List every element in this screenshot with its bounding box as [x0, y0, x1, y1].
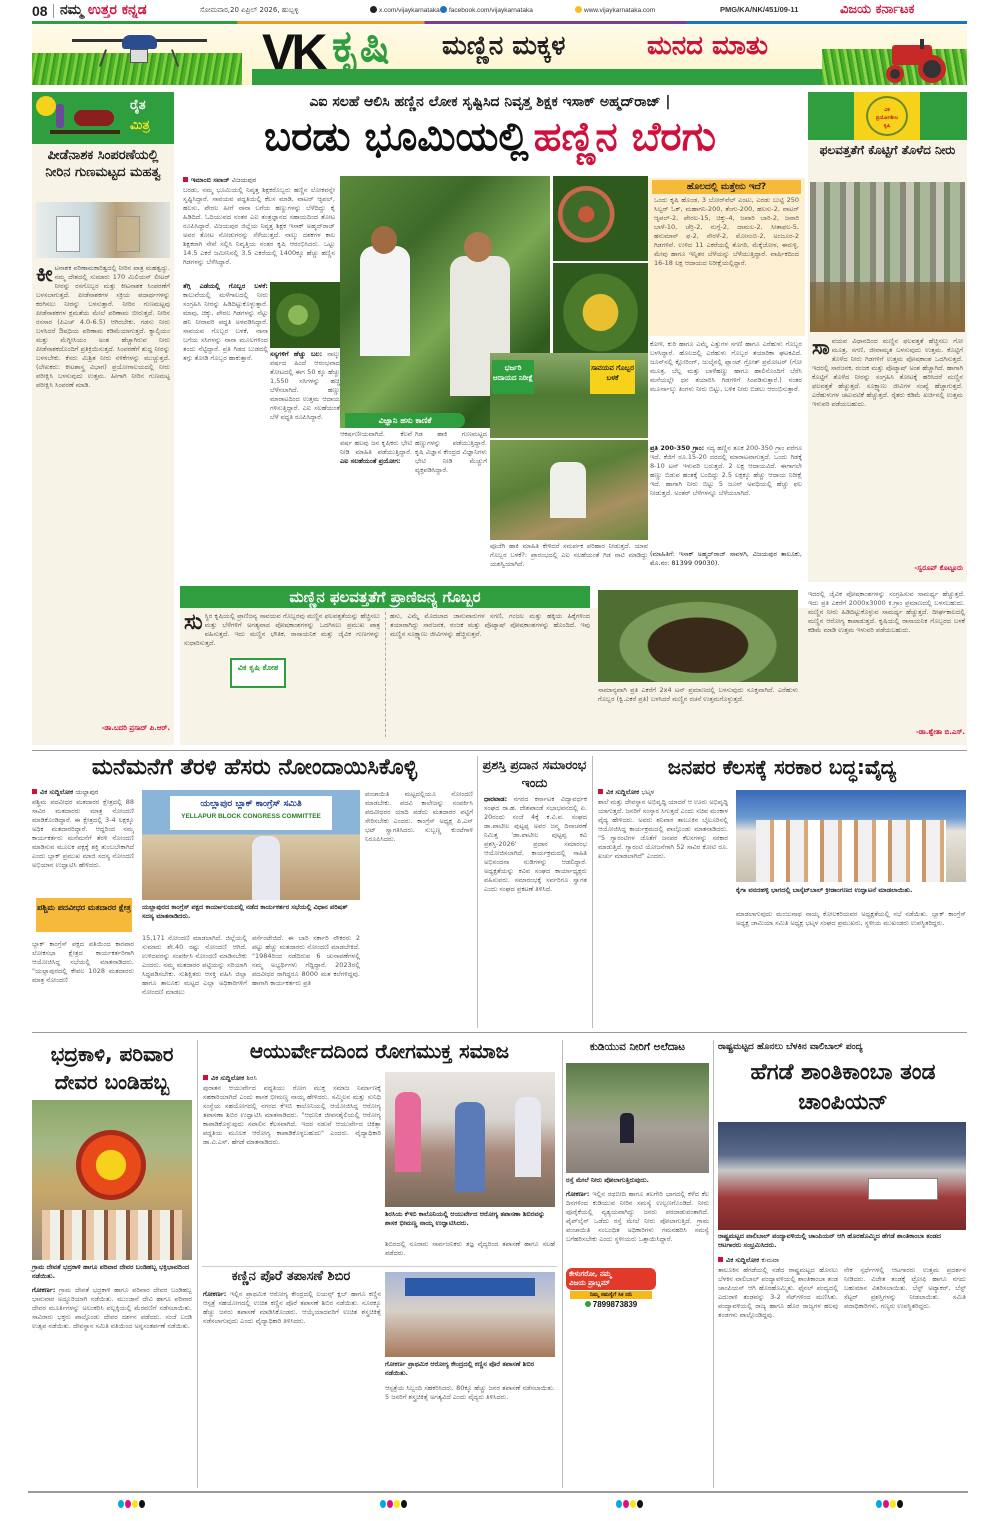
register-body-col3: ಪರ್ಸೆಂಟೇಜಿದೆ. ಈ ಬಾರಿ ಸರ್ಕಾರಿ ನೌಕರರು 2 ಪಟ್ಟು ಹೆಚ್ಚು ಮತದಾರರು ನೋಂದಣಿ ಮಾಡಬೇಕಿದೆ. "1984ರಿಂದ ನಡೆದಿರುವ 6 ಚುನಾವಣೆಗಳಲ್ಲಿ ನಮ್ಮ ಅಭ್ಯರ್ಥಿಗಳು ಗೆದ್ದಿದ್ದಾರೆ. 2023ರಲ್ಲಿ ಪದವೀಧರ ರಾಗಿದ್ದರೂ 8000 ಮತ ಕಲೆಗಳಿದ್ದವು. ಹಾಗಾಗಿ ಕಾರ್ಯಕರ್ತರು ಪ್ರತಿ [252, 934, 360, 987]
label-income: ಭರ್ಜರಿ ಆದಾಯದ ನಿರೀಕ್ಷೆ [492, 360, 534, 394]
magenta-dot [387, 1500, 393, 1508]
registration-marks [118, 1500, 145, 1508]
globe-icon [575, 6, 582, 13]
lead-body-col2b [270, 350, 340, 450]
vk-krushi-banner [32, 25, 967, 85]
lead-body-col2-text: ಕಾಲುವೆಯಲ್ಲಿ ಮಳೆಗಾಲದಲ್ಲಿ ನೀರು ಸಂಗ್ರಹಿಸಿ ನೀರನ್ನು ಹಿಡಿದಿಟ್ಟುಕೊಳ್ಳುತ್ತಾರೆ. ಮಾವು, ಚಿಕ್ಕು, ಪೇರಲ ಗಿಡಗಳನ್ನು ನೆಟ್ಟು ಹನಿ ನೀರಾವರಿ ಪದ್ಧತಿ ಅಳವಡಿಸಿದ್ದಾರೆ. ಸಾವಯವ ಗೊಬ್ಬರ ಬಳಕೆ, ನಾನಾ ಬಗೆಯ ಸಸಿಗಳನ್ನು ನಾನಾ ಮೂಲಗಳಿಂದ ತಂದು ನೆಟ್ಟಿದ್ದಾರೆ. ಪ್ರತಿ ಗಿಡದ ಬುಡದಲ್ಲಿ ತಗ್ಗು ತೋಡಿ ಗೊಬ್ಬರ ಹಾಕುತ್ತಾರೆ. [183, 291, 268, 362]
magenta-dot [125, 1500, 131, 1508]
volleyball-byline [718, 1256, 779, 1265]
raitha-mitra-logo [32, 92, 174, 144]
lead-sub3: ಎಐ ಸಲಹೆಯಂತೆ ಪ್ರಯೋಗ: [340, 457, 401, 465]
facebook-icon [440, 6, 447, 13]
ad-line2: ವಿಜಯ ಪ್ರಾಬ್ಲಮ್ [569, 1279, 610, 1287]
bhadrakali-headline: ಭದ್ರಕಾಳಿ, ಪರಿವಾರ ದೇವರ ಬಂಡಿಹಬ್ಬ [50, 1042, 174, 1094]
column-divider [713, 1040, 714, 1488]
feature-headline: ಫಲವತ್ತತೆಗೆ ಕೊಟ್ಟಿಗೆ ತೊಳೆದ ನೀರು [819, 143, 956, 157]
byline-name: ವಿಕ ಸುದ್ದಿಲೋಕ [606, 788, 640, 796]
raitha-mitra-text: ಟನಾಶಕ ಪರಿಣಾಮಕಾರಿತ್ವದಲ್ಲಿ ನೀರಿನ ಪಾತ್ರ ಮಹತ್ವದ್ದು. ನಮ್ಮ ದೇಶದಲ್ಲಿ ಸುಮಾರು 170 ಮಿಲಿಯನ್ ಲೀಟರ್ ನೀರನ್ನು ರಸಗೊಬ್ಬರ ಮತ್ತು ಕೀಟನಾಶಕ ಸಿಂಪರಣೆಗೆ ಬಳಸಲಾಗುತ್ತದೆ. ಪೀಡೆನಾಶಕಗಳ ಸಕ್ರಿಯ ಪದಾರ್ಥಗಳನ್ನು ಕರಗಿಸಲು ನೀರನ್ನು ಬಳಸುತ್ತಾರೆ. ನೀರಿನ ಗುಣಮಟ್ಟವು ಪೀಡೆನಾಶಕಗಳ ಕ್ಷಮತೆಯ ಮೇಲೆ ಪರಿಣಾಮ ಬೀರುತ್ತದೆ. ನೀರಿನ ರಸಸಾರ (ಪಿಎಚ್ 4.0-6.5) ಆಗಿರಬೇಕು. ಗಡಸು ನೀರು ಬಳಸಿದರೆ ಔಷಧಿಯ ಪರಿಣಾಮ ಕಡಿಮೆಯಾಗುತ್ತದೆ. ಕ್ಯಾಲ್ಸಿಯಂ ಮತ್ತು ಮೆಗ್ನೀಸಿಯಂ ಅಂಶ ಹೆಚ್ಚಾಗಿರುವ ನೀರು ಪೀಡೆನಾಶಕದೊಂದಿಗೆ ಪ್ರತಿಕ್ರಿಯಿಸುತ್ತದೆ. ಸಿಂಪರಣೆಗೆ ಶುದ್ಧ ನೀರನ್ನು ಬಳಸಬೇಕು. ಕೆಸರು ಮಿಶ್ರಿತ ನೀರು ನಳಿಕೆಗಳನ್ನು ಮುಚ್ಚುತ್ತದೆ. (ಲೇಖಕರು: ಕೀಟಶಾಸ್ತ್ರ ವಿಭಾಗ) ಪ್ರಯೋಗಾಲಯದಲ್ಲಿ ನೀರು ಪರೀಕ್ಷಿಸಿ ಬಳಸುವುದು ಉತ್ತಮ. ಹೀಗಾಗಿ ನೀರಿನ ಗುಣಮಟ್ಟ ಪರೀಕ್ಷಿಸಿ ಸಿಂಪರಣೆ ಮಾಡಿ. [36, 264, 170, 389]
lead-body-col2 [183, 282, 268, 452]
water-body-text: ಇಲ್ಲಿನ ರಥಬೀದಿ ಹಾಗೂ ತಲಗೇರಿ ಭಾಗದಲ್ಲಿ ಕಳೆದ ಕೆಲ ದಿನಗಳಿಂದ ಕುಡಿಯುವ ನೀರಿನ ಸಮಸ್ಯೆ ಉಲ್ಬಣಗೊಂಡಿದೆ. ನೀರು ಪೂರೈಕೆಯಲ್ಲಿ ವ್ಯತ್ಯಯವಾಗಿದ್ದು ಜನರು ಪರದಾಡುವಂತಾಗಿದೆ. ಪೈಪ್‌ಲೈನ್ ಒಡೆದು ರಸ್ತೆ ಮೇಲೆ ನೀರು ಪೋಲಾಗುತ್ತಿದೆ. ಗ್ರಾಮ ಪಂಚಾಯಿತಿ ಸಂಬಂಧಿತ ಅಧಿಕಾರಿಗಳು ಗಮನಹರಿಸಿ ಸಮಸ್ಯೆ ಬಗೆಹರಿಸಬೇಕು ಎಂದು ಸ್ಥಳೀಯರು ಒತ್ತಾಯಿಸಿದ್ದಾರೆ. [566, 1190, 709, 1243]
ayurveda-headline: ಆಯುರ್ವೇದದಿಂದ ರೋಗಮುಕ್ತ ಸಮಾಜ [249, 1039, 510, 1063]
ayurveda-byline [203, 1074, 257, 1083]
register-photo-caption: ಯಲ್ಲಾಪುರದ ಕಾಂಗ್ರೆಸ್ ಪಕ್ಷದ ಕಾರ್ಯಾಲಯದಲ್ಲಿ ನಡೆದ ಕಾರ್ಯಕರ್ತರ ಸಭೆಯಲ್ಲಿ ವಿಧಾನ ಪರಿಷತ್ ಸದಸ್ಯ ಮಾತನಾಡಿದರು. [142, 903, 348, 920]
website-text: www.vijaykarnataka.com [584, 7, 656, 14]
cyan-dot [118, 1500, 124, 1508]
banner-tagline-black: ಮಣ್ಣಿನ ಮಕ್ಕಳ [442, 31, 566, 61]
registration-marks [616, 1500, 643, 1508]
lead-kicker: ಎಐ ಸಲಹೆ ಆಲಿಸಿ ಹಣ್ಣಿನ ಲೋಕ ಸೃಷ್ಟಿಸಿದ ನಿವೃತ್ತ ಶಿಕ್ಷಕ ಇಸಾಕ್ ಅಹ್ಮದ್‌ರಾಜ್ | [309, 94, 671, 110]
farmer-kneeling-photo [490, 440, 648, 540]
drone-icon [72, 33, 207, 69]
yellow-dot [890, 1500, 896, 1508]
feature-logo-line1: ವಿಕ [884, 107, 890, 113]
volleyball-body-col2: ನೇಕ ಸ್ಪರ್ಧೆಗಳಲ್ಲಿ ಆಟಗಾರರು ಉತ್ತಮ ಪ್ರದರ್ಶನ ನೀಡಿದರು. ವಿಜೇತ ತಂಡಕ್ಕೆ ಟ್ರೋಫಿ ಹಾಗೂ ನಗದು ಬಹುಮಾನ ವಿತರಿಸಲಾಯಿತು. ಬೆಸ್ಟ್ ಅಟ್ಯಾಕರ್, ಬೆಸ್ಟ್ ಸೆಟ್ಟರ್ ಪ್ರಶಸ್ತಿಗಳನ್ನು ನೀಡಲಾಯಿತು. ಸಮಿತಿ ಪದಾಧಿಕಾರಿಗಳು, ಗಣ್ಯರು ಉಪಸ್ಥಿತರಿದ್ದರು. [844, 1266, 966, 1310]
mango-photo [270, 282, 340, 348]
social-x-link[interactable] [370, 6, 440, 14]
right-feature-column [808, 92, 967, 582]
feature-dropcap: ಸಾ [812, 337, 830, 359]
yellow-dot [630, 1500, 636, 1508]
byline-marker-icon [32, 789, 37, 794]
feature-logo-line2: ಪ್ರಯೋಗಶೀಲ [875, 115, 899, 121]
feature-body [812, 337, 963, 557]
govt-event-photo [736, 790, 966, 882]
award-body-text: ನಗರದ ಕರ್ನಾಟಕ ವಿದ್ಯಾವರ್ಧಕ ಸಂಘದ ರಾ.ಹ. ದೇಶಪಾಂಡೆ ಸಭಾಭವನದಲ್ಲಿ ಏ. 20ರಂದು ಸಂಜೆ 4ಕ್ಕೆ ಕ.ವಿ.ವ. ಸಂಘದ ಡಾ.ಪಾಟೀಲ ಪುಟ್ಟಪ್ಪ ಅವರ ಜನ್ಮ ದಿನಾಚರಣೆ ನಿಮಿತ್ತ 'ಡಾ.ಪಾಟೀಲ ಪುಟ್ಟಪ್ಪ ಕವಿ ಪ್ರಶಸ್ತಿ-2026' ಪ್ರದಾನ ಸಮಾರಂಭ ಆಯೋಜಿಸಲಾಗಿದೆ. ಕಾರ್ಯಕ್ರಮದಲ್ಲಿ ಸಾಹಿತಿ ಅಭಿನಂದನಾ ನುಡಿಗಳನ್ನು ಆಡಲಿದ್ದಾರೆ. ಅಧ್ಯಕ್ಷತೆಯನ್ನು ಕವಿವ ಸಂಘದ ಕಾರ್ಯಾಧ್ಯಕ್ಷರು ವಹಿಸುವರು. ಸಮಾರಂಭಕ್ಕೆ ಸರ್ವರಿಗೂ ಸ್ವಾಗತ ಎಂದು ಸಂಘದ ಪ್ರಕಟಣೆ ತಿಳಿಸಿದೆ. [484, 795, 587, 893]
byline-place: ಭಟ್ಕಳ [641, 788, 655, 796]
magenta-dot [623, 1500, 629, 1508]
vk-krushi-kosha-badge: ವಿಕ ಕೃಷಿ ಕೋಶ [230, 658, 286, 688]
column-divider [197, 1040, 198, 1488]
compost-dropcap: ಸು [184, 612, 203, 635]
byline-place: ಯಲ್ಲಾಪುರ [75, 788, 99, 796]
procession-photo [32, 1100, 192, 1260]
feature-body-text: ವಯವ ವಿಧಾನದಿಂದ ಮಣ್ಣಿನ ಫಲವತ್ತತೆ ಹೆಚ್ಚಿಸಲು ಗೋ ಮೂತ್ರ, ಸಗಣಿ, ಜೀವಾಮೃತ ಬಳಸುವುದು ಉತ್ತಮ. ಕೊಟ್ಟಿಗೆ ತೊಳೆದ ನೀರು ಗಿಡಗಳಿಗೆ ಉತ್ತಮ ಪೋಷಕಾಂಶ ಒದಗಿಸುತ್ತದೆ. ಇದರಲ್ಲಿ ಸಾರಜನಕ, ರಂಜಕ ಮತ್ತು ಪೊಟ್ಯಾಷ್ ಅಂಶ ಹೆಚ್ಚಾಗಿದೆ. ಹಾಗಾಗಿ ಕೊಟ್ಟಿಗೆ ತೊಳೆದ ನೀರನ್ನು ಸಂಗ್ರಹಿಸಿ ತೋಟಕ್ಕೆ ಹರಿಸಿದರೆ ಮಣ್ಣಿನ ಫಲವತ್ತತೆ ಹೆಚ್ಚುತ್ತದೆ. ಸೂಕ್ಷ್ಮಾಣು ಜೀವಿಗಳ ಸಂಖ್ಯೆ ಹೆಚ್ಚಾಗುತ್ತದೆ. ಎರೆಹುಳುಗಳ ಚಟುವಟಿಕೆ ಹೆಚ್ಚುತ್ತದೆ. ರೈತರು ಕಡಿಮೆ ಖರ್ಚಿನಲ್ಲಿ ಉತ್ತಮ ಇಳುವರಿ ಪಡೆಯಬಹುದು. [812, 337, 963, 408]
lead-body-col3-text: ನಾಲ್ಕು ವರ್ಷದ ಹಿಂದೆ ಆರಂಭವಾದ ತೋಟದಲ್ಲಿ ಈಗ 50 ಕ್ಕೂ ಹೆಚ್ಚು 1,550 ಸಸಿಗಳನ್ನು ಹಚ್ಚಿ ಬೆಳೆಸಲಾಗಿದೆ. ಹಣ್ಣು ಮಾರಾಟದಿಂದ ಉತ್ತಮ ಆದಾಯ ಗಳಿಸುತ್ತಿದ್ದಾರೆ. ಎಐ ಸಲಹೆಯಂತೆ ಬೆಳೆ ಪದ್ಧತಿ ರೂಪಿಸಿದ್ದಾರೆ. [270, 350, 340, 421]
byline-marker-icon [183, 177, 188, 182]
divider [53, 4, 54, 18]
byline-marker-icon [718, 1257, 723, 1262]
feature-logo-line3: ಕೃಷಿ [883, 123, 891, 129]
raitha-mitra-headline: ಪೀಡೆನಾಶಕ ಸಿಂಪರಣೆಯಲ್ಲಿ ನೀರಿನ ಗುಣಮಟ್ಟದ ಮಹತ್ವ [45, 148, 161, 180]
registration-marks [380, 1500, 407, 1508]
ayurveda-photo-caption: ಶಿರಸಿಯ ಕೆಇಬಿ ಕಾಲೊನಿಯಲ್ಲಿ ಆಯುರ್ವೇದ ಆರೋಗ್ಯ ತಪಾಸಣಾ ಶಿಬಿರವನ್ನು ಶಾಸಕ ಭೀಮಣ್ಣ ನಾಯ್ಕ ಉದ್ಘಾಟಿಸಿದರು. [385, 1210, 545, 1227]
cyan-dot [876, 1500, 882, 1508]
lead-body-right2-text: ಸದ್ಯ ಹಣ್ಣಿನ ತೂಕ 200-350 ಗ್ರಾಂ ವರೆಗೂ ಇದೆ. ಕೆಜಿಗೆ ರೂ.15-20 ದರದಲ್ಲಿ ಮಾರಾಟವಾಗುತ್ತದೆ. ಒಂದು ಗಿಡಕ್ಕೆ 8-10 ಟನ್ ಇಳುವರಿ ಬರುತ್ತದೆ. 2 ಲಕ್ಷ ಆದಾಯವಿದೆ. ಈಗಾಗಲೇ ಹಣ್ಣು ಬಿಡುವ ಹಂತಕ್ಕೆ ಬಂದಿದ್ದು 2.5 ಲಕ್ಷಕ್ಕೂ ಹೆಚ್ಚು ಆದಾಯ ನಿರೀಕ್ಷೆ ಇದೆ. ಹಾಗಾಗಿ ನೀರು ಬಿಟ್ಟು 5 ಜೂನ್ ಅವಧಿಯಲ್ಲಿ ಹೆಚ್ಚು ಫಲ ನೀಡುತ್ತದೆ. ಅಂತರ್ ಬೆಳೆಗಳನ್ನೂ ಬೆಳೆಯಲಾಗಿದೆ. [650, 444, 802, 497]
vijaya-problem-ad[interactable] [566, 1268, 656, 1318]
raitha-mitra-line1: ರೈತ [130, 98, 146, 113]
page-number: 08 [32, 3, 48, 19]
eye-camp-body [203, 1290, 381, 1486]
lead-body-right: ಕೋಳಿ, ಕುರಿ ಹಾಗೂ ಎಮ್ಮೆ ಎತ್ತುಗಳ ಸಗಣಿ ಹಾಗೂ ಎರೆಹುಳು ಗೊಬ್ಬರ ಬಳಸಿದ್ದಾರೆ. ಹೊಲದಲ್ಲಿ ಎರೆಹುಳು ಗೊಬ್ಬರ ತಯಾರಿಕಾ ಘಟಕವಿದೆ. ಜೂನ್‌ನಲ್ಲಿ ಕ್ಲೋರಿಂಗ್, ಜುಲೈನಲ್ಲಿ ಪ್ಲಾಂಟ್ ಗ್ರೋತ್ ಪ್ರಮೋಟರ್ (ಗೋ ಮೂತ್ರ, ಬೆಲ್ಲ ಮತ್ತು ಬಾಳೆಹಣ್ಣು ಹಾಗೂ ಹಾಲಿನೊಂದಿಗೆ ಬೆರೆಸಿ ಮನೆಯಲ್ಲೇ ಧನ ತಯಾರಿಸಿ ಗಿಡಗಳಿಗೆ ಸಿಂಪಡಿಸುತ್ತಾರೆ.) ನಂತರ ಮೂರ್ನಾಲ್ಕು ತಿಂಗಳು ನೀರು ಬಿಟ್ಟು, ಬಳಿಕ ನೀರು ಬಿಡಲು ಆರಂಭಿಸುತ್ತಾರೆ. [650, 340, 802, 393]
byline-place: ಕುಮಟಾ [761, 1256, 780, 1264]
social-x-text: x.com/vijaykarnataka [379, 7, 440, 14]
cyan-dot [616, 1500, 622, 1508]
eye-camp-body-text: ಇಲ್ಲಿನ ಪ್ರಾಥಮಿಕ ಆರೋಗ್ಯ ಕೇಂದ್ರದಲ್ಲಿ ಲಯನ್ಸ್ ಕ್ಲಬ್ ಹಾಗೂ ಕಣ್ಣಿನ ಆಸ್ಪತ್ರೆ ಸಹಯೋಗದಲ್ಲಿ ಉಚಿತ ಕಣ್ಣಿನ ಪೊರೆ ತಪಾಸಣೆ ಶಿಬಿರ ನಡೆಯಿತು. ನೂರಕ್ಕೂ ಹೆಚ್ಚು ಜನರು ತಪಾಸಣೆ ಮಾಡಿಸಿಕೊಂಡರು. ಆಯ್ಕೆಯಾದವರಿಗೆ ಉಚಿತ ಶಸ್ತ್ರಚಿಕಿತ್ಸೆ ನಡೆಸಲಾಗುವುದು ಎಂದು ವೈದ್ಯಾಧಿಕಾರಿ ತಿಳಿಸಿದರು. [203, 1290, 381, 1325]
raitha-mitra-body [36, 264, 170, 719]
register-body-col2: 15,171 ನೋಂದಣಿ ಮಾಡಲಾಗಿದೆ. ಜಿಲ್ಲೆಯಲ್ಲಿ ಸುಮಾರು ಶೇ.40 ರಷ್ಟು ನೋಂದಣಿ ಆಗಿದೆ. ಉಳಿದವರನ್ನು ಸಂಪರ್ಕಿಸಿ ನೋಂದಣಿ ಮಾಡಿಸಬೇಕು ಎಂದರು. ನಮ್ಮ ಮತದಾರರ ಪಟ್ಟಿಯನ್ನು ಸರಿಯಾಗಿ ಸಿದ್ಧಪಡಿಸಬೇಕು. ಸುಶಿಕ್ಷಿತರು ಆಸಕ್ತಿ ವಹಿಸಿ ಜಿಲ್ಲಾ ಹಾಗೂ ತಾಲೂಕು ಮಟ್ಟದ ಎಲ್ಲಾ ಅಧಿಕಾರಿಗಳಿಗೆ ನೋಂದಣಿ ಮಾಡಲು [142, 934, 247, 996]
byline-name: ವಿಕ ಸುದ್ದಿಲೋಕ [40, 788, 74, 796]
ayurveda-inauguration-photo [385, 1072, 555, 1207]
social-fb-link[interactable] [440, 6, 533, 14]
raitha-mitra-column [32, 92, 174, 745]
banner-vk: VK [262, 25, 324, 80]
bhadrakali-photo-caption: ಗ್ರಾಮ ದೇವತೆ ಭದ್ರಕಾಳಿ ಹಾಗೂ ಪರಿವಾರ ದೇವರ ಬಂಡಿಹಬ್ಬ ಭಕ್ತಿಭಾವದಿಂದ ನಡೆಯಿತು. [32, 1263, 190, 1280]
feature-author: -ಸ್ವರೂಪ್ ಕೊಟ್ಟೂರು [914, 564, 963, 572]
lead-body-col4 [340, 430, 412, 576]
govt-photo-caption: ಕೈಗಾ ವನದಹಳ್ಳಿ ಭಾಗದಲ್ಲಿ ಬಾಸ್ಕೆಟ್‌ಬಾಲ್ ಕ್ರೀಡಾಂಗಣದ ಉದ್ಘಾಟನೆ ಮಾಡಲಾಯಿತು. [736, 886, 913, 894]
x-icon [370, 6, 377, 13]
eye-camp-photo [385, 1272, 555, 1357]
eye-camp-headline: ಕಣ್ಣಿನ ಪೊರೆ ತಪಾಸಣೆ ಶಿಬಿರ [231, 1269, 351, 1284]
water-glasses-photo [36, 202, 170, 258]
water-street-photo [566, 1063, 709, 1173]
compost-body-col2: ಹಸು, ಎಮ್ಮೆ ಮೊದಲಾದ ಜಾನುವಾರುಗಳ ಸಗಣಿ, ಗಂಜಲ ಮತ್ತು ಹಕ್ಕಿಯ ಹಿಕ್ಕೆಗಳಿಂದ ತಯಾರಾಗಿದ್ದು ಸಾರಜನಕ, ರಂಜಕ ಮತ್ತು ಪೊಟ್ಯಾಷ್ ಪೋಷಕಾಂಶಗಳನ್ನು ಹೊಂದಿದೆ. ಇವು ಮಣ್ಣಿನ ಸೂಕ್ಷ್ಮಾಣು ಜೀವಿಗಳನ್ನು ಹೆಚ್ಚಿಸುತ್ತವೆ. [390, 612, 590, 638]
footer-rule [28, 1491, 968, 1493]
ad-line3: ನಿಮ್ಮ ಸಮಸ್ಯೆಗೆ ಸಿಕ ದನಿ [570, 1291, 652, 1299]
ad-headline-box [566, 1268, 656, 1290]
tractor-icon [882, 39, 952, 83]
info-box [648, 178, 805, 336]
lead-body-col1: ಬರಡು, ನಮ್ಮ ಭೂಮಿಯಲ್ಲಿ ನಿವೃತ್ತ ಶಿಕ್ಷಕರೊಬ್ಬರು ಹಣ್ಣಿನ ಲೋಕವನ್ನೇ ಸೃಷ್ಟಿಸಿದ್ದಾರೆ. ಸಾವಯವ ಪದ್ಧತಿಯಲ್ಲಿ ಕೆಲಸ ಮಾಡಿ, ವಾಟರ್ ಆ್ಯಪಲ್, ಹಲಸು, ಪೇರಲ ಹೀಗೆ ನಾನಾ ಬಗೆಯ ಹಣ್ಣುಗಳನ್ನು ಬೆಳೆದಿದ್ದು ಕೈ ಹಿಡಿದಿದೆ. ಓದಿಯುವದ ನಂತರ ಎಐ ತಂತ್ರಜ್ಞಾನದ ಸಹಾಯದಿಂದ ತೋಟ ರೂಪಿಸಿದ್ದಾರೆ. ವಿಜಯಪುರ ಜಿಲ್ಲೆಯ ನಿವೃತ್ತ ಶಿಕ್ಷಕ ಇಸಾಕ್ ಅಹ್ಮದ್‌ರಾಜ್ ಅವರ ತೋಟ ನೋಡುಗರನ್ನು ಸೆಳೆಯುತ್ತದೆ. ನಾಲ್ಕು ದಶಕಗಳ ಕಾಲ ಶಿಕ್ಷಕರಾಗಿ ಸೇವೆ ಸಲ್ಲಿಸಿ ನಿವೃತ್ತಿಯ ನಂತರ ಕೃಷಿ ಆರಂಭಿಸಿದರು. ಒಟ್ಟು 14.5 ಎಕರೆ ಜಮೀನಿನಲ್ಲಿ 3.5 ಎಕರೆಯಲ್ಲಿ 1400ಕ್ಕೂ ಹೆಚ್ಚು ಹಣ್ಣಿನ ಗಿಡಗಳನ್ನು ಬೆಳೆಸಿದ್ದಾರೆ. [183, 186, 335, 266]
black-dot [139, 1500, 145, 1508]
byline-marker-icon [598, 789, 603, 794]
byline-place: ಶಿರಸಿ [246, 1074, 257, 1082]
registration-number: PMG/KA/NK/451/09-11 [720, 5, 799, 14]
register-byline [32, 788, 98, 797]
ayurveda-body-col1: ಪುರಾತನ ಆಯುರ್ವೇದ ಪದ್ಧತಿಯು ರೋಗ ಮುಕ್ತ ಸಮಾಜ ನಿರ್ಮಾಣಕ್ಕೆ ಸಹಕಾರಿಯಾಗಿದೆ ಎಂದು ಶಾಸಕ ಭೀಮಣ್ಣ ನಾಯ್ಕ ಹೇಳಿದರು. ಸಮ್ಮಿಲನ ಮತ್ತು ಸುನಿಧಿ ಸಂಸ್ಥೆಯ ಸಹಯೋಗದಲ್ಲಿ ನಗರದ ಕೆಇಬಿ ಕಾಲೊನಿಯಲ್ಲಿ ಆಯೋಜಿಸಿದ್ದ ಆರೋಗ್ಯ ತಪಾಸಣಾ ಶಿಬಿರ ಉದ್ಘಾಟಿಸಿ ಮಾತನಾಡಿದರು. "ಆಧುನಿಕ ಜೀವನಶೈಲಿಯಲ್ಲಿ ಆರೋಗ್ಯ ಕಾಪಾಡಿಕೊಳ್ಳುವುದು ಸವಾಲಿನ ಕೆಲಸವಾಗಿದೆ. ಇದರ ನಡುವೆ ಆಯುರ್ವೇದ ಚಿಕಿತ್ಸಾ ಪದ್ಧತಿಯ ಮೂಲಕ ಆರೋಗ್ಯ ಕಾಪಾಡಿಕೊಳ್ಳಬಹುದು" ಎಂದರು. ವೈದ್ಯಾಧಿಕಾರಿ ಡಾ.ವಿ.ಎಸ್. ಹೆಗಡೆ ಮಾತನಾಡಿದರು. [203, 1084, 381, 1146]
section-rule [32, 1032, 967, 1033]
award-dateline: ಧಾರವಾಡ: [484, 795, 508, 803]
dropcap: ಕೀ [36, 264, 53, 287]
water-dateline: ಗೋಕರ್ಣ: [566, 1190, 590, 1198]
byline-place: ವಿಜಯಪುರ [231, 176, 257, 184]
lead-headline-black: ಬರಡು ಭೂಮಿಯಲ್ಲಿ [264, 113, 529, 160]
info-box-body: ಒಂದು ಕೃಷಿ ಹೊಂಡ, 3 ಬೋರ್‌ವೆಲ್ ಎಂಟು, ಎರಡು ಬುಟ್ಟಿ 250 ಸಿಲ್ವರ್ ಓಕ್, ಮಹಾಗನಿ-200, ತೆಂಗು-200, ಹಲಸು-2, ವಾಟರ್ ಆ್ಯಪಲ್-2, ಪೇರಲ-15, ಚಿಕ್ಕು-4, ಜವಾರಿ ಬಾರಿ-2, ಜವಾರಿ ಬಾಳೆ-10, ಚೆರ್ರಿ-2, ನುಗ್ಗೆ-2, ದಾಮಲ-2, ಸೀತಾಫಲ-5, ಹನುಮಾನ್ ಫ-2, ನೇರಳೆ-2, ಮೋಸಂಬಿ-2, ಅಂಜೂರ-2 ಗಿಡಗಳಿವೆ. ಉಳಿದ 11 ಎಕರೆಯಲ್ಲಿ ತೊಗರಿ, ಮೆಕ್ಕೆಜೋಳ, ಈರುಳ್ಳಿ, ಮೇವು ಹಾಗೂ ಇನ್ನಿತರ ಬೆಳೆಯನ್ನು ಬೆಳೆಯುತ್ತಿದ್ದಾರೆ. ವಾರ್ಷಿಕದಿಂದ 16-18 ಲಕ್ಷ ಆದಾಯದ ನಿರೀಕ್ಷೆಯಲ್ಲಿದ್ದಾರೆ. [654, 196, 799, 267]
magenta-dot [883, 1500, 889, 1508]
raitha-mitra-line2: ಮಿತ್ರ [130, 118, 150, 133]
lead-body-right2 [650, 444, 802, 544]
edition-part2: ಉತ್ತರ ಕನ್ನಡ [87, 2, 147, 18]
phone-icon [585, 1301, 591, 1307]
compost-author: -ಡಾ.ಶ್ವೇತಾ ಬಿ.ಎಸ್. [916, 728, 965, 736]
lead-headline-red: ಹಣ್ಣಿನ ಬೆರಗು [533, 113, 716, 160]
byline-name: ವಿಕ ಸುದ್ದಿಲೋಕ [211, 1074, 245, 1082]
website-link[interactable] [575, 6, 655, 14]
congress-banner-en: YELLAPUR BLOCK CONGRESS COMMITTEE [181, 813, 321, 820]
ad-phone-number: 7899873839 [592, 1300, 638, 1309]
congress-banner [170, 796, 332, 830]
register-body-col4: ಪಂಚಾಯಿತಿ ಮಟ್ಟದಲ್ಲಿಯೂ ನೋಂದಣಿ ಮಾಡಬೇಕು. ಪದವಿ ಕಾಲೇಜನ್ನು ಸಂಪರ್ಕಿಸಿ ಪದವೀಧರರ ಯಾದಿ ಪಡೆದು ಮತದಾರರ ಪಟ್ಟಿಗೆ ಸೇರಿಸಬೇಕು ಎಂದರು. ಕಾಂಗ್ರೆಸ್ ಅಧ್ಯಕ್ಷ ಪಿ.ಎಸ್ ಭಟ್ ಸ್ವಾಗತಿಸಿದರು. ಸುಬ್ಬಣ್ಣ ಕುಂಟೆಗಾಳಿ ನಿರೂಪಿಸಿದರು. [365, 790, 473, 843]
raitha-mitra-author: -ಡಾ.ಬದರಿ ಪ್ರಸಾದ್ ಪಿ.ಆರ್. [101, 724, 170, 732]
ad-phone [566, 1300, 656, 1310]
date-place: ಸೋಮವಾರ,20 ಏಪ್ರಿಲ್ 2026, ಹುಬ್ಬಳ್ಳಿ [200, 6, 299, 14]
eye-camp-photo-caption: ಗೋಕರ್ಣ ಪ್ರಾಥಮಿಕ ಆರೋಗ್ಯ ಕೇಂದ್ರದಲ್ಲಿ ಕಣ್ಣಿನ ಪೊರೆ ತಪಾಸಣೆ ಶಿಬಿರ ನಡೆಯಿತು. [385, 1360, 535, 1377]
volleyball-headline: ಹೆಗಡೆ ಶಾಂತಿಕಾಂಬಾ ತಂಡ ಚಾಂಪಿಯನ್ [750, 1060, 936, 1115]
yellow-dot [394, 1500, 400, 1508]
black-dot [637, 1500, 643, 1508]
lead-body-col4-text: ಆಕರ್ಷಣೀಯವಾಗಿದೆ. ಕೆಲವೆ ವರ್ಷ ಹಲವು ಜನ ಕೃಷಿಕರು ಭೇಟಿ ನೀಡಿ ಮಾಹಿತಿ ಪಡೆಯುತ್ತಿದ್ದಾರೆ. [340, 430, 412, 456]
eye-camp-body-after: ಆಸ್ಪತ್ರೆಯ ಸಿಬ್ಬಂದಿ ಸಹಕರಿಸಿದರು. 80ಕ್ಕೂ ಹೆಚ್ಚು ಜನರ ತಪಾಸಣೆ ನಡೆಸಲಾಯಿತು. 5 ಜನರಿಗೆ ಶಸ್ತ್ರಚಿಕಿತ್ಸೆ ಅಗತ್ಯವಿದೆ ಎಂದು ವೈದ್ಯರು ತಿಳಿಸಿದರು. [385, 1384, 555, 1401]
congress-meeting-photo [142, 790, 360, 900]
black-dot [897, 1500, 903, 1508]
bhadrakali-dateline: ಗೋಕರ್ಣ: [32, 1286, 56, 1294]
volleyball-body-col1: ತಾಲೂಕಿನ ಹೆಗಡೆಯಲ್ಲಿ ನಡೆದ ರಾಷ್ಟ್ರಮಟ್ಟದ ಹೊನಲು ಬೆಳಕಿನ ವಾಲಿಬಾಲ್ ಪಂದ್ಯಾವಳಿಯಲ್ಲಿ ಶಾಂತಿಕಾಂಬಾ ತಂಡ ಚಾಂಪಿಯನ್ ಆಗಿ ಹೊರಹೊಮ್ಮಿತು. ಫೈನಲ್ ಪಂದ್ಯದಲ್ಲಿ ಎದುರಾಳಿ ತಂಡವನ್ನು 3-2 ಸೆಟ್‌ಗಳಿಂದ ಮಣಿಸಿತು. ಪಂದ್ಯಾವಳಿಯಲ್ಲಿ ರಾಜ್ಯ ಹಾಗೂ ಹೊರ ರಾಜ್ಯಗಳ ಹಲವು ತಂಡಗಳು ಪಾಲ್ಗೊಂಡಿದ್ದವು. [718, 1266, 838, 1319]
feature-logo [854, 92, 920, 140]
edition-name [60, 2, 147, 18]
govt-byline [598, 788, 654, 797]
bhadrakali-body-text: ಗ್ರಾಮ ದೇವತೆ ಭದ್ರಕಾಳಿ ಹಾಗೂ ಪರಿವಾರ ದೇವರ ಬಂಡಿಹಬ್ಬ ಭಾನುವಾರ ಅದ್ಧೂರಿಯಾಗಿ ನಡೆಯಿತು. ಮುಂಜಾನೆ ದೇವಿ ಹಾಗೂ ಪರಿವಾರ ದೇವರ ಮೂರ್ತಿಗಳನ್ನು ಅಲಂಕರಿಸಿ ಪಲ್ಲಕ್ಕಿಯಲ್ಲಿ ಮೆರವಣಿಗೆ ನಡೆಸಲಾಯಿತು. ಸಾವಿರಾರು ಭಕ್ತರು ಪಾಲ್ಗೊಂಡು ದೇವರ ದರ್ಶನ ಪಡೆದರು. ಸಂಜೆ ಬಂಡಿ ಉತ್ಸವ ನಡೆಯಿತು. ದೇವಸ್ಥಾನ ಸಮಿತಿ ವತಿಯಿಂದ ಅನ್ನಸಂತರ್ಪಣೆ ನಡೆಯಿತು. [32, 1286, 192, 1330]
water-photo-caption: ರಸ್ತೆ ಮೇಲೆ ನೀರು ಪೋಲಾಗುತ್ತಿರುವುದು. [566, 1176, 650, 1184]
brand-logo: ವಿಜಯ ಕರ್ನಾಟಕ [840, 2, 915, 17]
lead-sub2: ಸಸ್ಯಗಳಿಗೆ ಹೆಚ್ಚು ಬಲ: [270, 350, 323, 358]
byline-marker-icon [203, 1075, 208, 1080]
label-organic: ಸಾವಯವ ಗೊಬ್ಬರ ಬಳಕೆ [590, 360, 635, 394]
volleyball-photo-caption: ರಾಷ್ಟ್ರಮಟ್ಟದ ವಾಲಿಬಾಲ್ ಪಂದ್ಯಾವಳಿಯಲ್ಲಿ ಚಾಂಪಿಯನ್ ಆಗಿ ಹೊರಹೊಮ್ಮಿದ ಹೆಗಡೆ ಶಾಂತಿಕಾಂಬಾ ತಂಡದ ಆಟಗಾರರು ಸಂಭ್ರಮಿಸಿದರು. [718, 1232, 941, 1249]
volleyball-team-photo [718, 1122, 966, 1230]
cyan-dot [380, 1500, 386, 1508]
compost-body-col1-text: ಸ್ಥಿರ ಕೃಷಿಯಲ್ಲಿ ಪ್ರಾಣಿಜನ್ಯ ಸಾವಯವ ಗೊಬ್ಬರವು ಮಣ್ಣಿನ ಫಲವತ್ತತೆಯನ್ನು ಹೆಚ್ಚಿಸಲು ಮತ್ತು ಬೆಳೆಗಳಿಗೆ ಅಗತ್ಯವಾದ ಪೋಷಕಾಂಶಗಳನ್ನು ಒದಗಿಸಲು ಪ್ರಮುಖ ಪಾತ್ರ ವಹಿಸುತ್ತದೆ. ಇದು ಮಣ್ಣಿನ ಭೌತಿಕ, ರಾಸಾಯನಿಕ ಮತ್ತು ಜೈವಿಕ ಗುಣಗಳನ್ನು ಸುಧಾರಿಸುತ್ತದೆ. [184, 612, 380, 647]
byline-name: ವಿಕ ಸುದ್ದಿಲೋಕ [726, 1256, 760, 1264]
masthead [0, 0, 990, 22]
award-headline: ಪ್ರಶಸ್ತಿ ಪ್ರದಾನ ಸಮಾರಂಭ ಇಂದು [482, 757, 587, 790]
lead-contact: (ಮಾಹಿತಿಗೆ: ಇಸಾಕ್ ಅಹ್ಮದ್‌ರಾಜ್ ಸಾವಳಗಿ, ವಿಜಯಪುರ ತಾಲೂಕು, ಮೊ.ನಂ: 81399 09030). [650, 550, 802, 567]
register-headline: ಮನೆಮನೆಗೆ ತೆರಳಿ ಹೆಸರು ನೋಂದಾಯಿಸಿಕೊಳ್ಳಿ [91, 755, 418, 780]
jackfruit-photo [553, 263, 648, 353]
edition-part1: ನಮ್ಮ [60, 2, 84, 18]
photo-label-scientist: ವಿಜ್ಞಾನಿ ಹಸು ಕಾಣಿಕೆ [345, 413, 465, 428]
ad-line1: ಕೇಳುಗರೋ, ನಮ್ಮ [569, 1270, 612, 1278]
compost-photo-caption: ಸಾಮಾನ್ಯವಾಗಿ ಪ್ರತಿ ಎಕರೆಗೆ 2x4 ಟನ್ ಪ್ರಮಾಣದಲ್ಲಿ ಬಳಸುವುದು ಸೂಕ್ತವಾಗಿದೆ. ಎರೆಹುಳು ಗೊಬ್ಬರ (ಕ್ವಿ.ಎಕರೆ ಪ್ರತಿ) ಬಳಸಿದರೆ ಮಣ್ಣಿನ ರಚನೆ ಉತ್ತಮಗೊಳ್ಳುತ್ತದೆ. [598, 686, 798, 703]
banner-krushi: ಕೃಷಿ [332, 25, 390, 72]
govt-body-col2: ಮಾಡಲಾಗುವುದು ಮಂಜುನಾಥ ನಾಯ್ಕ ಕೋಲಕರಿಯವರ ಅಧ್ಯಕ್ಷತೆಯಲ್ಲಿ ಸಭೆ ನಡೆಯಿತು. ಬ್ಲಾಕ್ ಕಾಂಗ್ರೆಸ್ ಅಧ್ಯಕ್ಷ ಜಾಮಿಯಾ ಸಮಿತಿ ಅಧ್ಯಕ್ಷ ಭಟ್ಕಳ ಸಂಘದ ಪ್ರಮುಖರು, ಸ್ಥಳೀಯ ಮುಖಂಡರು ಉಪಸ್ಥಿತರಿದ್ದರು. [736, 910, 966, 927]
lead-headline [180, 113, 800, 160]
feature-logo-band [808, 92, 967, 140]
water-apple-photo [553, 176, 648, 261]
register-body-col1b: ಬ್ಲಾಕ್ ಕಾಂಗ್ರೆಸ್ ಪಕ್ಷದ ವತಿಯಿಂದ ಕಾರವಾರ ಲೋಕಸಭಾ ಕ್ಷೇತ್ರದ ಕಾರ್ಯಕರ್ತರಿಗಾಗಿ ಆಯೋಜಿಸಿದ್ದ ಸಭೆಯಲ್ಲಿ ಮಾತನಾಡಿದರು. "ಯಲ್ಲಾಪುರದಲ್ಲಿ ಕೇವಲ 1028 ಮತದಾರರು ಮಾತ್ರ ನೋಂದಣಿ [32, 940, 134, 984]
compost-col-divider [385, 612, 386, 737]
lead-body-col5: ಗಿಡ ಹಾಕಿ ಗುಣಮಟ್ಟದ ಹಣ್ಣುಗಳನ್ನು ಪಡೆಯುತ್ತಿದ್ದಾರೆ. ಕೃಷಿ ವಿಜ್ಞಾನ ಕೇಂದ್ರದ ವಿಜ್ಞಾನಿಗಳು ಭೇಟಿ ನೀಡಿ ಮೆಚ್ಚುಗೆ ವ್ಯಕ್ತಪಡಿಸಿದ್ದಾರೆ. [415, 430, 487, 474]
vermicompost-photo [598, 590, 798, 682]
govt-body-col1: ಶಾಲೆ ಮತ್ತು ದೇವಸ್ಥಾನ ಅಭಿವೃದ್ಧಿ ಯಾದರೆ ಆ ಊರು ಅಭಿವೃದ್ಧಿ ಯಾಗುತ್ತದೆ. ಜನರಿಗೆ ಸಂಸ್ಕಾರ ಸಿಗುತ್ತದೆ ಎಂದು ಸಚಿವ ಮಂಕಾಳ ವೈದ್ಯ ಹೇಳಿದರು. ಅವರು ಶನಿವಾರ ತಾಲೂಕಿನ ಬೈಲೂರಿನಲ್ಲಿ ಆಯೋಜಿಸಿದ್ದ ಕಾರ್ಯಕ್ರಮದಲ್ಲಿ ಪಾಲ್ಗೊಂಡು ಮಾತನಾಡಿದರು. "5 ಗ್ಯಾರಂಟಿಗಳ ಜೊತೆಗೆ ಜನಪರ ಕೆಲಸಗಳನ್ನು ಸರಕಾರ ಮಾಡುತ್ತಿದೆ. ಗ್ಯಾರಂಟಿ ಯೋಜನೆಗಾಗಿ 52 ಸಾವಿರ ಕೋಟಿ ರೂ. ಖರ್ಚು ಮಾಡಲಾಗಿದೆ" ಎಂದರು. [598, 798, 728, 860]
water-headline: ಕುಡಿಯುವ ನೀರಿಗೆ ಅಲೆದಾಟ [589, 1041, 686, 1053]
congress-banner-kn: ಯಲ್ಲಾಪುರ ಬ್ಲಾಕ್ ಕಾಂಗ್ರೆಸ್ ಸಮಿತಿ [200, 799, 302, 809]
compost-title-bar: ಮಣ್ಣಿನ ಫಲವತ್ತತೆಗೆ ಪ್ರಾಣಿಜನ್ಯ ಗೊಬ್ಬರ [180, 586, 590, 608]
volleyball-kicker: ರಾಷ್ಟ್ರಮಟ್ಟದ ಹೊನಲು ಬೆಳಕಿನ ವಾಲಿಬಾಲ್ ಪಂದ್ಯ [718, 1042, 863, 1052]
column-divider [592, 756, 593, 1028]
water-body [566, 1190, 709, 1486]
compost-body-right: ಇದರಲ್ಲಿ ಜೈವಿಕ ಪೋಷಕಾಂಶಗಳನ್ನು ಸಂಗ್ರಹಿಸುವ ಸಾಮರ್ಥ್ಯ ಹೆಚ್ಚುತ್ತದೆ. ಇದು ಪ್ರತಿ ಎಕರೆಗೆ 2000x3000 ಕಿ.ಗ್ರಾಂ ಪ್ರಮಾಣದಲ್ಲಿ ಬಳಸಬಹುದು. ಮಣ್ಣಿನ ನೀರು ಹಿಡಿದಿಟ್ಟುಕೊಳ್ಳುವ ಸಾಮರ್ಥ್ಯ ಹೆಚ್ಚುತ್ತದೆ. ದೀರ್ಘಕಾಲದಲ್ಲಿ ಮಣ್ಣಿನ ಆರೋಗ್ಯ ಕಾಪಾಡುತ್ತದೆ. ಕೃಷಿಯಲ್ಲಿ ರಾಸಾಯನಿಕ ಗೊಬ್ಬರದ ಬಳಕೆ ಕಡಿಮೆ ಮಾಡಿ ಉತ್ತಮ ಇಳುವರಿ ಪಡೆಯಬಹುದು. [808, 590, 965, 634]
ox-plough-icon [50, 104, 120, 132]
byline-name: ಇಮಾಂಬಿ ಸವಾಜ್ [191, 176, 230, 184]
forest-photo [810, 182, 965, 332]
yellow-dot [132, 1500, 138, 1508]
ayurveda-body-after: ಶಿಬಿರದಲ್ಲಿ ನೂರಾರು ಸಾರ್ವಜನಿಕರು ತಜ್ಞ ವೈದ್ಯರಿಂದ ತಪಾಸಣೆ ಹಾಗೂ ಸಲಹೆ ಪಡೆದರು. [385, 1240, 555, 1257]
social-fb-text: facebook.com/vijaykarnataka [449, 7, 533, 14]
info-box-title: ಹೊಲದಲ್ಲಿ ಮತ್ತೇನು ಇದೆ? [652, 180, 801, 194]
column-divider [562, 1040, 563, 1488]
govt-headline: ಜನಪರ ಕೆಲಸಕ್ಕೆ ಸರಕಾರ ಬದ್ಧ:ವೈದ್ಯ [667, 755, 897, 779]
eye-camp-dateline: ಗೋಕರ್ಣ: [203, 1290, 227, 1298]
register-subhead-box: ಪಶ್ಚಿಮ ಪದವೀಧರ ಮತದಾರರ ಕ್ಷೇತ್ರ [36, 898, 132, 932]
lead-sub4: ಪ್ರತಿ 200-350 ಗ್ರಾಂ: [650, 444, 705, 452]
lead-sub1: ತೆಗ್ಗಿ ಎಡೆಯಲ್ಲಿ ಗೊಬ್ಬರ ಬಳಕೆ: [183, 282, 268, 290]
bhadrakali-body [32, 1286, 192, 1486]
banner-tagline-red: ಮನದ ಮಾತು [647, 31, 768, 61]
lead-body-bottom: ಪೂಜೆಗಿ ಹಾಕಿ ಮಾಹಿತಿ ಕೇಳಿದರೆ ಸಮರ್ಪಕ ಪರಿಹಾರ ನೀಡುತ್ತದೆ. ಯಾವ ಗೊಬ್ಬರ ಬಳಕೆ?: ಪ್ರಾರಂಭದಲ್ಲಿ ಎಐ ಸಲಹೆಯಂತೆ ಗಿಡ ನಾಟಿ ಮಾಡಿದ್ದು ಯಶಸ್ವಿಯಾಗಿದೆ. [490, 542, 648, 568]
section-rule [32, 750, 967, 751]
registration-marks [876, 1500, 903, 1508]
sub-rule [202, 1266, 557, 1267]
column-divider [477, 756, 478, 1028]
masthead-color-rule [32, 21, 967, 24]
lead-byline [183, 176, 256, 185]
award-body [484, 795, 587, 1025]
register-body-col1: ಪಶ್ಚಿಮ ಪದವೀಧರ ಮತದಾರರ ಕ್ಷೇತ್ರದಲ್ಲಿ 88 ಸಾವಿರ ಮತದಾರರು ಮಾತ್ರ ನೋಂದಣಿ ಮಾಡಿಕೊಂಡಿದ್ದಾರೆ. ಈ ಕ್ಷೇತ್ರದಲ್ಲಿ 3-4 ಲಕ್ಷಕ್ಕೂ ಅಧಿಕ ಮತದಾರರಿದ್ದಾರೆ. ಆದ್ದರಿಂದ ನಮ್ಮ ಕಾರ್ಯಕರ್ತರು ಮನೆಮನೆಗೆ ತೆರಳಿ ನೋಂದಣಿ ಮಾಡಿಸುವ ಮೂಲಕ ಪಕ್ಷಕ್ಕೆ ಶಕ್ತಿ ತುಂಬಬೇಕಾಗಿದೆ ಎಂದು ಬ್ಲಾಕ್ ಪ್ರಮುಖ ಮಾಜಿ ಸದಸ್ಯ ನೋಂದಣಿ ಅಭಿಯಾನ ಉದ್ಘಾಟಿಸಿ ಹೇಳಿದರು. [32, 798, 134, 869]
black-dot [401, 1500, 407, 1508]
